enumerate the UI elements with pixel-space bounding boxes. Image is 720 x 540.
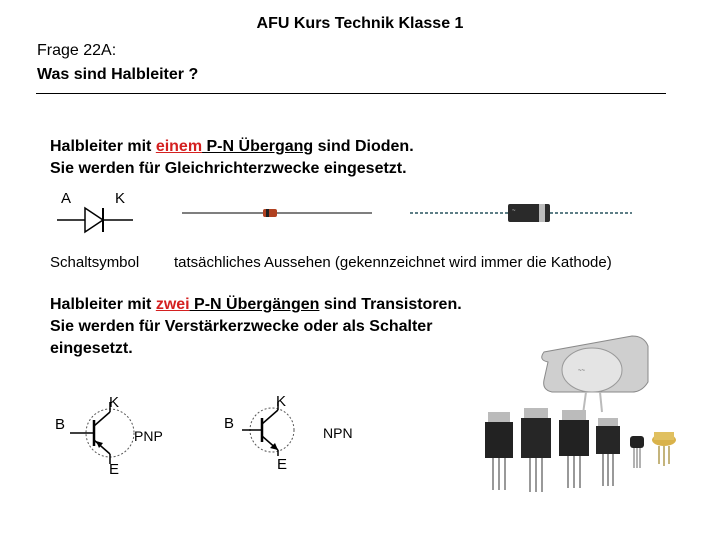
collector-lead xyxy=(94,412,110,426)
caption-appearance: tatsächliches Aussehen (gekennzeichnet wird immer die Kathode) xyxy=(174,254,612,271)
anode-label: A xyxy=(61,190,72,207)
text-segment: Halbleiter mit xyxy=(50,296,156,313)
large-diode-photo xyxy=(408,200,634,226)
underlined-term: P-N Übergängen xyxy=(189,296,320,313)
emitter-label: E xyxy=(277,456,288,473)
divider xyxy=(36,93,666,94)
diode-body xyxy=(263,209,277,217)
small-diode-photo xyxy=(180,203,375,223)
transistor-line-3: eingesetzt. xyxy=(50,340,133,357)
collector-lead xyxy=(262,410,278,424)
npn-label: NPN xyxy=(323,425,353,441)
to92-transistor xyxy=(630,436,644,468)
transistor-line-2: Sie werden für Verstärkerzwecke oder als Schalter xyxy=(50,318,433,335)
diode-marking: ~ xyxy=(512,208,516,214)
text-segment: sind Transistoren. xyxy=(319,296,462,313)
transistor-line-1 xyxy=(50,294,462,316)
pnp-symbol xyxy=(50,388,180,478)
pnp-label: PNP xyxy=(134,428,163,444)
diode-line-1 xyxy=(50,136,414,158)
to220-transistor-3 xyxy=(559,410,589,488)
highlight-word: zwei xyxy=(155,296,190,313)
highlight-word: einem xyxy=(155,138,203,155)
transistor-paragraph xyxy=(50,294,462,360)
collector-label: K xyxy=(109,394,120,411)
text-segment: Halbleiter mit xyxy=(50,138,156,155)
base-label: B xyxy=(224,415,235,432)
diode-triangle xyxy=(85,208,103,232)
to220-transistor-1 xyxy=(485,412,513,490)
to3-transistor xyxy=(542,336,648,414)
to220-transistor-4 xyxy=(596,418,620,486)
to18-transistor xyxy=(652,432,676,466)
caption-symbol: Schaltsymbol xyxy=(50,254,140,271)
page-title: AFU Kurs Technik Klasse 1 xyxy=(256,15,464,32)
base-label: B xyxy=(55,416,66,433)
question-text: Was sind Halbleiter ? xyxy=(37,66,199,83)
kathode-band xyxy=(266,209,269,217)
emitter-lead xyxy=(94,440,110,454)
text-segment: sind Dioden. xyxy=(313,138,414,155)
diode-line-2: Sie werden für Gleichrichterzwecke eingesetzt. xyxy=(50,160,407,177)
emitter-label: E xyxy=(109,461,120,478)
diode-paragraph xyxy=(50,136,414,180)
to220-transistor-2 xyxy=(521,408,551,492)
svg-text:~~: ~~ xyxy=(578,368,586,374)
underlined-term: P-N Übergang xyxy=(202,138,314,155)
transistor-photo xyxy=(452,322,702,498)
question-number: Frage 22A: xyxy=(37,42,117,59)
collector-label: K xyxy=(276,393,287,410)
kathode-band xyxy=(539,204,545,222)
kathode-label: K xyxy=(115,190,126,207)
diode-symbol xyxy=(55,186,145,244)
npn-symbol xyxy=(220,388,370,473)
